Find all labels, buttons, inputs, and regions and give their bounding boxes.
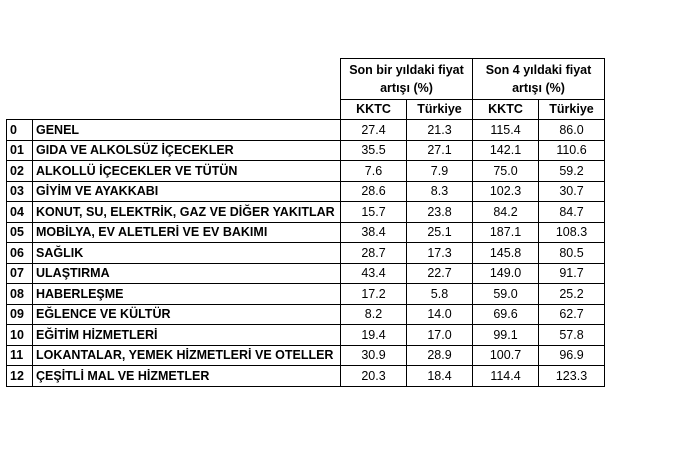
row-category-name: GİYİM VE AYAKKABI <box>33 181 341 202</box>
value-kktc-4y: 75.0 <box>473 161 539 182</box>
value-kktc-1y: 20.3 <box>341 366 407 387</box>
table-row <box>7 181 605 202</box>
value-turkiye-1y: 17.3 <box>407 243 473 264</box>
value-kktc-1y: 43.4 <box>341 263 407 284</box>
value-kktc-4y: 114.4 <box>473 366 539 387</box>
value-turkiye-1y: 27.1 <box>407 140 473 161</box>
value-turkiye-4y: 30.7 <box>539 181 605 202</box>
row-category-name: LOKANTALAR, YEMEK HİZMETLERİ VE OTELLER <box>33 345 341 366</box>
row-code: 10 <box>7 325 33 346</box>
row-category-name: GIDA VE ALKOLSÜZ İÇECEKLER <box>33 140 341 161</box>
price-increase-table <box>6 58 605 387</box>
value-kktc-4y: 142.1 <box>473 140 539 161</box>
row-category-name: MOBİLYA, EV ALETLERİ VE EV BAKIMI <box>33 222 341 243</box>
value-turkiye-1y: 21.3 <box>407 120 473 141</box>
row-category-name: EĞİTİM HİZMETLERİ <box>33 325 341 346</box>
row-category-name: SAĞLIK <box>33 243 341 264</box>
sub-header-row <box>7 100 605 120</box>
value-turkiye-4y: 86.0 <box>539 120 605 141</box>
group-header-row <box>7 59 605 100</box>
value-kktc-1y: 38.4 <box>341 222 407 243</box>
value-turkiye-4y: 57.8 <box>539 325 605 346</box>
value-kktc-4y: 187.1 <box>473 222 539 243</box>
value-turkiye-1y: 28.9 <box>407 345 473 366</box>
row-code: 0 <box>7 120 33 141</box>
table-row <box>7 120 605 141</box>
row-code: 05 <box>7 222 33 243</box>
row-category-name: ULAŞTIRMA <box>33 263 341 284</box>
value-kktc-1y: 28.6 <box>341 181 407 202</box>
table-row <box>7 345 605 366</box>
value-turkiye-4y: 91.7 <box>539 263 605 284</box>
value-turkiye-1y: 5.8 <box>407 284 473 305</box>
value-kktc-1y: 8.2 <box>341 304 407 325</box>
value-turkiye-4y: 110.6 <box>539 140 605 161</box>
group-header-last-year: Son bir yıldaki fiyat artışı (%) <box>341 59 473 100</box>
table-row <box>7 243 605 264</box>
value-turkiye-1y: 14.0 <box>407 304 473 325</box>
value-kktc-4y: 99.1 <box>473 325 539 346</box>
blank-header-cell <box>7 59 33 100</box>
value-kktc-1y: 15.7 <box>341 202 407 223</box>
value-turkiye-1y: 25.1 <box>407 222 473 243</box>
row-code: 01 <box>7 140 33 161</box>
table-row <box>7 325 605 346</box>
row-code: 08 <box>7 284 33 305</box>
blank-header-cell <box>33 59 341 100</box>
col-header-turkiye: Türkiye <box>539 100 605 120</box>
value-turkiye-1y: 23.8 <box>407 202 473 223</box>
blank-header-cell <box>7 100 33 120</box>
value-kktc-1y: 19.4 <box>341 325 407 346</box>
row-category-name: EĞLENCE VE KÜLTÜR <box>33 304 341 325</box>
value-kktc-1y: 28.7 <box>341 243 407 264</box>
table-row <box>7 366 605 387</box>
blank-header-cell <box>33 100 341 120</box>
value-kktc-4y: 115.4 <box>473 120 539 141</box>
value-kktc-1y: 17.2 <box>341 284 407 305</box>
row-category-name: GENEL <box>33 120 341 141</box>
value-turkiye-1y: 18.4 <box>407 366 473 387</box>
table-row <box>7 161 605 182</box>
value-kktc-4y: 59.0 <box>473 284 539 305</box>
value-turkiye-4y: 84.7 <box>539 202 605 223</box>
row-code: 12 <box>7 366 33 387</box>
value-kktc-4y: 102.3 <box>473 181 539 202</box>
row-code: 11 <box>7 345 33 366</box>
row-category-name: ÇEŞİTLİ MAL VE HİZMETLER <box>33 366 341 387</box>
value-kktc-1y: 7.6 <box>341 161 407 182</box>
table-row <box>7 263 605 284</box>
table-row <box>7 284 605 305</box>
value-turkiye-4y: 59.2 <box>539 161 605 182</box>
row-category-name: ALKOLLÜ İÇECEKLER VE TÜTÜN <box>33 161 341 182</box>
col-header-kktc: KKTC <box>473 100 539 120</box>
value-kktc-4y: 100.7 <box>473 345 539 366</box>
value-kktc-4y: 145.8 <box>473 243 539 264</box>
col-header-turkiye: Türkiye <box>407 100 473 120</box>
table-row <box>7 222 605 243</box>
col-header-kktc: KKTC <box>341 100 407 120</box>
row-code: 06 <box>7 243 33 264</box>
value-kktc-1y: 27.4 <box>341 120 407 141</box>
table-row <box>7 202 605 223</box>
value-kktc-4y: 84.2 <box>473 202 539 223</box>
group-header-last-4-years: Son 4 yıldaki fiyat artışı (%) <box>473 59 605 100</box>
value-kktc-1y: 35.5 <box>341 140 407 161</box>
row-code: 03 <box>7 181 33 202</box>
value-turkiye-1y: 17.0 <box>407 325 473 346</box>
row-code: 09 <box>7 304 33 325</box>
value-turkiye-1y: 8.3 <box>407 181 473 202</box>
value-turkiye-1y: 22.7 <box>407 263 473 284</box>
value-kktc-4y: 69.6 <box>473 304 539 325</box>
value-turkiye-4y: 96.9 <box>539 345 605 366</box>
row-code: 04 <box>7 202 33 223</box>
value-turkiye-4y: 123.3 <box>539 366 605 387</box>
table-row <box>7 304 605 325</box>
row-code: 02 <box>7 161 33 182</box>
row-code: 07 <box>7 263 33 284</box>
row-category-name: HABERLEŞME <box>33 284 341 305</box>
table-row <box>7 140 605 161</box>
value-turkiye-1y: 7.9 <box>407 161 473 182</box>
value-turkiye-4y: 25.2 <box>539 284 605 305</box>
value-turkiye-4y: 80.5 <box>539 243 605 264</box>
value-turkiye-4y: 108.3 <box>539 222 605 243</box>
price-table-container <box>6 58 605 387</box>
value-kktc-1y: 30.9 <box>341 345 407 366</box>
value-turkiye-4y: 62.7 <box>539 304 605 325</box>
row-category-name: KONUT, SU, ELEKTRİK, GAZ VE DİĞER YAKITLAR <box>33 202 341 223</box>
value-kktc-4y: 149.0 <box>473 263 539 284</box>
